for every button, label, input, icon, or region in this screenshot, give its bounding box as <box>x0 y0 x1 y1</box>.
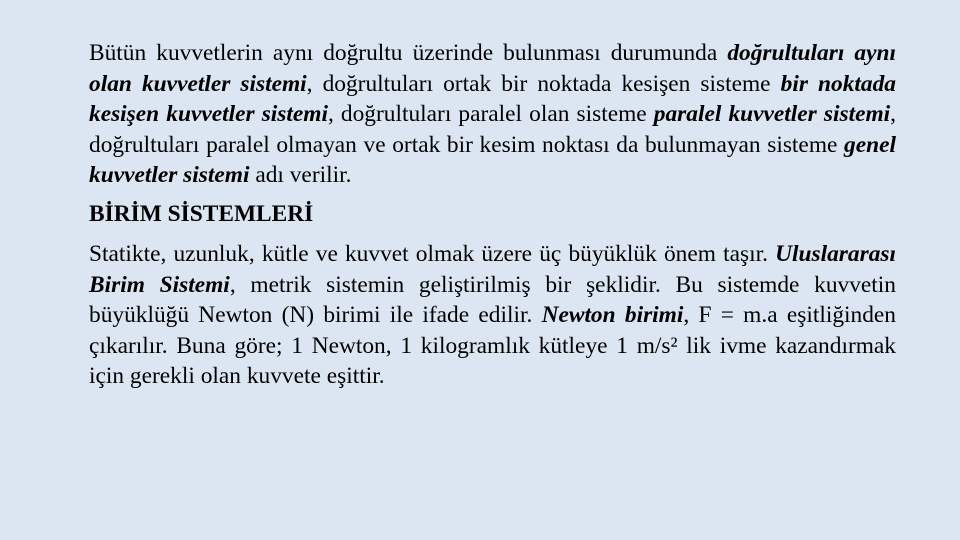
paragraph-text: , F = m.a eşitliğinden çıkarılır. Buna göre; 1 Newton, 1 kilogramlık kütleye 1 m/s² lik ivme kazandırmak için gerekli olan kuvvete eşittir. <box>89 302 896 390</box>
paragraph-unit-systems <box>89 239 896 392</box>
paragraph-force-systems <box>89 38 896 191</box>
paragraph-text: Statikte, uzunluk, kütle ve kuvvet olmak üzere üç büyüklük önem taşır. <box>89 240 776 267</box>
term-si-units: Uluslararası Birim Sistemi <box>89 240 896 298</box>
paragraph-text: , metrik sistemin geliştirilmiş bir şeklidir. Bu sistemde kuvvetin büyüklüğü Newton (N) birimi ile ifade edilir. <box>89 271 896 329</box>
paragraph-text: adı verilir. <box>249 162 352 189</box>
paragraph-text: Bütün kuvvetlerin aynı doğrultu üzerinde bulunması durumunda <box>89 40 728 66</box>
term-general-forces: genel kuvvetler sistemi <box>89 131 896 189</box>
paragraph-text: , doğrultuları paralel olmayan ve ortak bir kesim noktası da bulunmayan sisteme <box>89 101 897 158</box>
term-parallel-forces: paralel kuvvetler sistemi <box>653 101 891 128</box>
section-heading: BİRİM SİSTEMLERİ <box>89 200 314 227</box>
term-collinear-forces: doğrultuları aynı olan kuvvetler sistemi <box>89 40 896 97</box>
paragraph-text: , doğrultuları ortak bir noktada kesişen sisteme <box>306 70 781 97</box>
term-concurrent-forces: bir noktada kesişen kuvvetler sistemi <box>89 70 896 128</box>
paragraph-text: , doğrultuları paralel olan sisteme <box>327 101 654 128</box>
term-newton-unit: Newton birimi <box>541 302 684 329</box>
